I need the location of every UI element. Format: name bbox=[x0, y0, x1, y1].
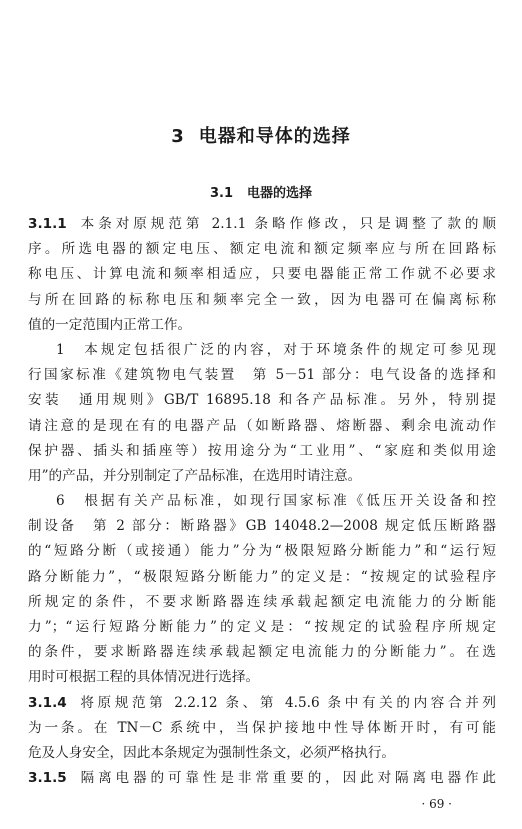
text-line bbox=[28, 716, 496, 741]
line-text: 力”；“运行短路分断能力”的定义是：“按规定的试验程序所规定 bbox=[28, 619, 496, 635]
line-text: 制设备 第 2 部分：断路器》GB 14048.2—2008 规定低压断路器 bbox=[28, 518, 496, 535]
text-line bbox=[28, 640, 496, 665]
text-line bbox=[28, 590, 496, 615]
text-line bbox=[28, 539, 496, 564]
text-line bbox=[28, 464, 496, 489]
page-number: · 69 · bbox=[421, 797, 452, 811]
line-text: 保护器、插头和插座等）按用途分为“工业用”、“家庭和类似用途 bbox=[28, 442, 496, 459]
line-text: 用时可根据工程的具体情况进行选择。 bbox=[28, 669, 260, 686]
line-text: 为一条。在 TN－C 系统中，当保护接地中性导体断开时，有可能 bbox=[28, 719, 496, 736]
line-text: 本条对原规范第 2.1.1 条略作修改，只是调整了款的顺 bbox=[76, 216, 496, 232]
text-line bbox=[28, 414, 496, 439]
chapter-title bbox=[0, 122, 522, 148]
line-text: 行国家标准《建筑物电气装置 第 5－51 部分：电气设备的选择和 bbox=[28, 367, 496, 384]
line-text: 的“短路分断（或接通）能力”分为“极限短路分断能力”和“运行短 bbox=[28, 543, 496, 560]
text-line bbox=[28, 439, 496, 464]
chapter-title-text: 电器和导体的选择 bbox=[198, 126, 351, 147]
section-title-text: 电器的选择 bbox=[247, 186, 313, 201]
line-text: 隔离电器的可靠性是非常重要的，因此对隔离电器作此 bbox=[76, 770, 496, 787]
text-line bbox=[28, 262, 496, 287]
line-text: 路分断能力”，“极限短路分断能力”的定义是：“按规定的试验程序 bbox=[28, 568, 496, 585]
clause-number: 3.1.5 bbox=[28, 770, 67, 787]
text-line bbox=[28, 288, 496, 313]
line-text: 所规定的条件，不要求断路器连续承载起额定电流能力的分断能 bbox=[28, 593, 496, 610]
clause-number: 3.1.1 bbox=[28, 216, 67, 232]
text-line bbox=[28, 212, 496, 237]
text-line bbox=[28, 691, 496, 716]
line-text: 1 本规定包括很广泛的内容，对于环境条件的规定可参见现 bbox=[56, 341, 496, 358]
clause-number: 3.1.4 bbox=[28, 694, 67, 711]
text-line bbox=[28, 388, 496, 413]
line-text: 请注意的是现在有的电器产品（如断路器、熔断器、剩余电流动作 bbox=[28, 417, 496, 434]
text-line bbox=[28, 363, 496, 388]
line-text: 6 根据有关产品标准，如现行国家标准《低压开关设备和控 bbox=[56, 493, 496, 510]
line-text: 危及人身安全，因此本条规定为强制性条文，必须严格执行。 bbox=[28, 744, 396, 761]
text-line bbox=[28, 615, 496, 640]
text-line bbox=[28, 514, 496, 539]
line-text: 用”的产品，并分别制定了产品标准，在选用时请注意。 bbox=[28, 467, 362, 484]
section-title bbox=[0, 182, 522, 201]
text-line bbox=[28, 489, 496, 514]
line-text: 安装 通用规则》GB/T 16895.18 和各产品标准。另外，特别提 bbox=[28, 392, 496, 409]
line-text: 称电压、计算电流和频率相适应，只要电器能正常工作就不必要求 bbox=[28, 266, 496, 283]
line-text: 值的一定范围内正常工作。 bbox=[28, 316, 192, 333]
line-text: 序。所选电器的额定电压、额定电流和额定频率应与所在回路标 bbox=[28, 241, 496, 258]
line-text: 将原规范第 2.2.12 条、第 4.5.6 条中有关的内容合并列 bbox=[76, 694, 496, 711]
text-line bbox=[28, 565, 496, 590]
chapter-number: 3 bbox=[171, 126, 185, 147]
text-line bbox=[28, 741, 496, 766]
section-number: 3.1 bbox=[209, 186, 233, 201]
line-text: 与所在回路的标称电压和频率完全一致，因为电器可在偏离标称 bbox=[28, 291, 496, 308]
body-text bbox=[28, 212, 496, 791]
text-line bbox=[28, 313, 496, 338]
text-line bbox=[28, 237, 496, 262]
line-text: 的条件，要求断路器连续承载起额定电流能力的分断能力”。在选 bbox=[28, 644, 496, 661]
text-line bbox=[28, 766, 496, 791]
text-line bbox=[28, 665, 496, 690]
text-line bbox=[28, 338, 496, 363]
